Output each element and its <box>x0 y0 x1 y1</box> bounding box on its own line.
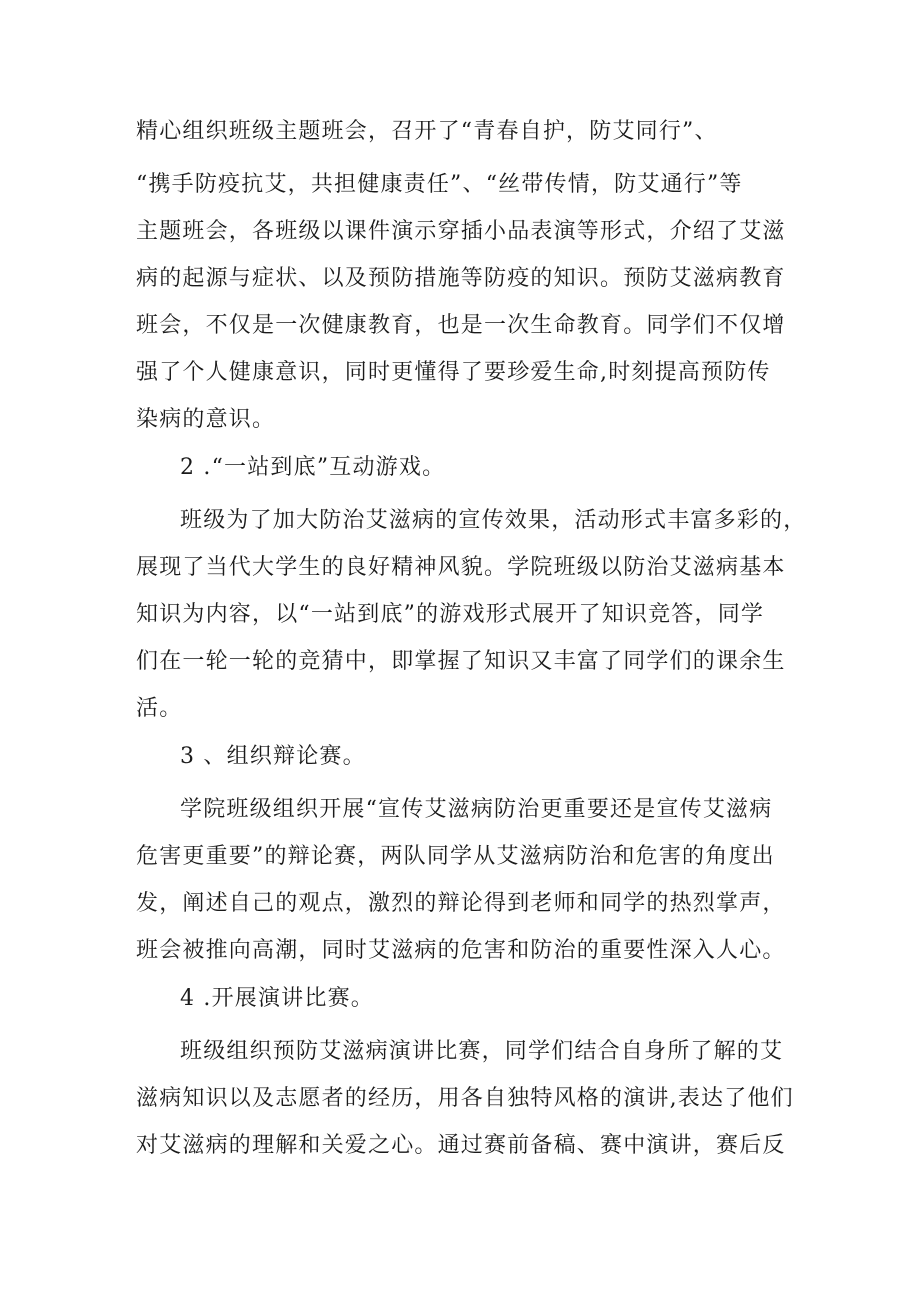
text-line: 知识为内容，以“一站到底”的游戏形式展开了知识竞答，同学 <box>136 602 765 627</box>
text-line: 班级为了加大防治艾滋病的宣传效果，活动形式丰富多彩的， <box>180 508 807 533</box>
text-line: 对艾滋病的理解和关爱之心。通过赛前备稿、赛中演讲，赛后反 <box>136 1133 786 1158</box>
text-line: 精心组织班级主题班会，召开了“青春自护，防艾同行”、 <box>136 119 718 144</box>
text-line: 染病的意识。 <box>136 407 276 432</box>
text-line: 危害更重要”的辩论赛，两队同学从艾滋病防治和危害的角度出 <box>136 844 775 869</box>
text-line: 展现了当代大学生的良好精神风貌。学院班级以防治艾滋病基本 <box>136 555 786 580</box>
section-heading: 4 .开展演讲比赛。 <box>180 986 374 1011</box>
text-line: 发，阐述自己的观点，激烈的辩论得到老师和同学的热烈掌声， <box>136 891 786 916</box>
text-line: 主题班会，各班级以课件演示穿插小品表演等形式，介绍了艾滋 <box>136 219 786 244</box>
text-line: 强了个人健康意识，同时更懂得了要珍爱生命,时刻提高预防传 <box>136 360 771 385</box>
text-line: 班会，不仅是一次健康教育，也是一次生命教育。同学们不仅增 <box>136 313 786 338</box>
text-line: 学院班级组织开展“宣传艾滋病防治更重要还是宣传艾滋病 <box>180 797 773 822</box>
text-line: 们在一轮一轮的竞猜中，即掌握了知识又丰富了同学们的课余生 <box>136 649 786 674</box>
text-line: “携手防疫抗艾，共担健康责任”、“丝带传情，防艾通行”等 <box>136 172 743 197</box>
text-line: 活。 <box>136 696 183 721</box>
section-heading: 2 .“一站到底”互动游戏。 <box>180 455 446 480</box>
section-heading: 3 、组织辩论赛。 <box>180 744 366 769</box>
text-line: 班会被推向高潮，同时艾滋病的危害和防治的重要性深入人心。 <box>136 938 786 963</box>
text-line: 班级组织预防艾滋病演讲比赛，同学们结合自身所了解的艾 <box>180 1039 784 1064</box>
text-line: 滋病知识以及志愿者的经历，用各自独特风格的演讲,表达了他们 <box>136 1086 794 1111</box>
text-line: 病的起源与症状、以及预防措施等防疫的知识。预防艾滋病教育 <box>136 266 786 291</box>
